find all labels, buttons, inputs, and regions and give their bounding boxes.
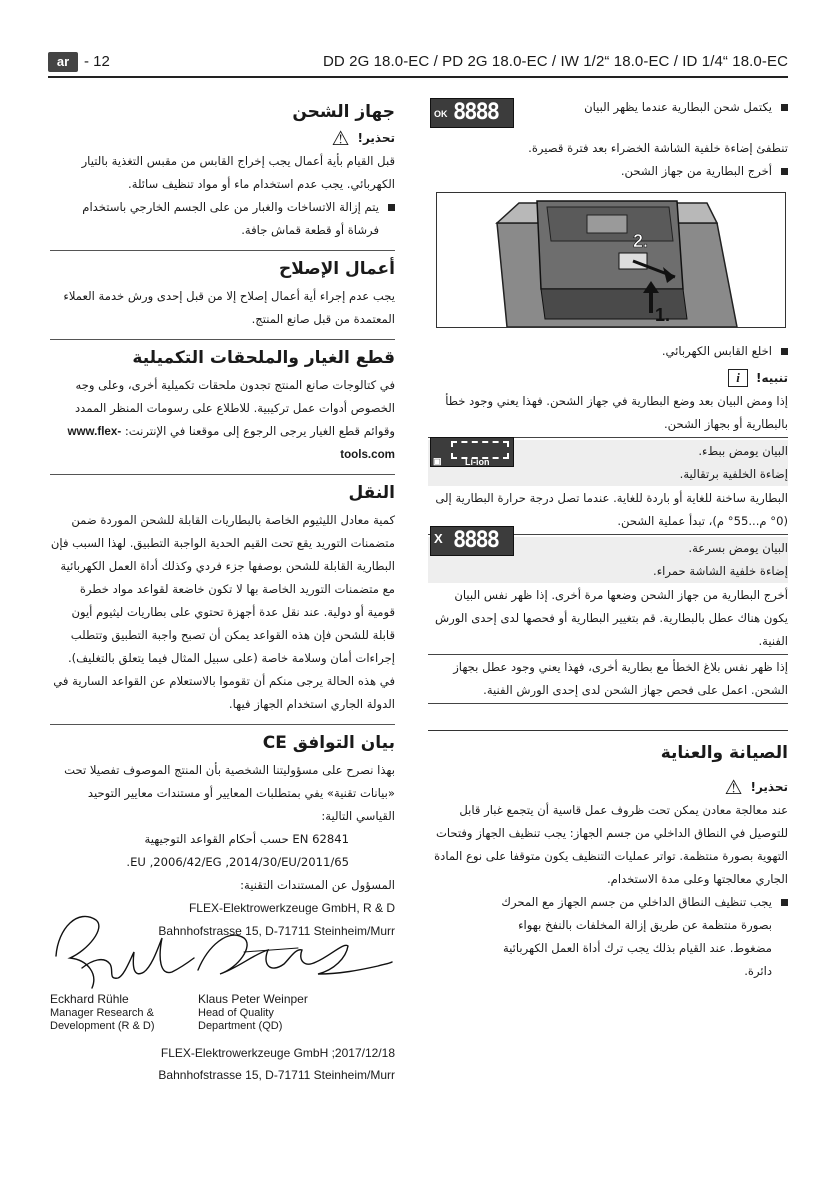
lcd-ok-display [430,98,514,128]
repeat-fault-text: إذا ظهر نفس بلاغ الخطأ مع بطارية أخرى، فهذا يعني وجود عطل بجهاز الشحن. اعمل على فحص جهاز الشحن لدى إحدى الورش الفنية. [428,655,788,704]
language-badge: ar [48,52,78,72]
signer1-role-line1: Manager Research & [50,1007,154,1019]
list-item: يتم إزالة الاتساخات والغبار من على الجسم الخارجي باستخدام فرشاة أو قطعة قماش جافة. [50,196,395,242]
transport-text: كمية معادل الليثيوم الخاصة بالبطاريات القابلة للشحن الموردة ضمن متضمنات التوريد يقع تحت القيم الحدية الواجبة التطبيق. لهذا السبب فإن البطارية القابلة للشحن بوصفها جزء فردي وكذلك أداة العمل الكهربائية مع متضمنات التوريد الخاصة بها لا تكون خاضعة لقواعد مواد خطرة قومية أو دولية. عند نقل عدة أجهزة تحتوي على بطاريات ليثيوم أيون قابلة للشحن فإن هذه القواعد يمكن أن تصبح واجبة التطبيق وتتطلب إجراءات أمان وسلامة خاصة (على سبيل المثال فيما يتعلق بالتغليف). في هذه الحالة يرجى منكم أن تقوموا بالاستعلام عن القواعد السارية في الدولة الجاري استخدام الجهاز فيها. [50,513,395,711]
repair-title: أعمال الإصلاح [50,250,395,279]
warning-label: تحذير! [357,131,395,145]
signer1-role [50,1007,155,1033]
ce-responsible: المسؤول عن المستندات التقنية: [240,878,395,892]
list-item: أخرج البطارية من جهاز الشحن. [428,160,788,183]
note-label: تنبيه! [756,371,788,385]
signature-ruehle [56,916,194,988]
list-item: اخلع القابس الكهربائي. [428,340,788,363]
orange-light-text: إضاءة الخلفية برتقالية. [679,467,788,481]
remove-steps [428,160,788,183]
signer2-role-line1: Head of Quality [198,1007,274,1019]
spares-body: في كتالوجات صانع المنتج تجدون ملحقات تكميلية أخرى، وعلى وجه الخصوص أدوات عمل تركيبية. للاطلاع على رسومات المنظر الممدد وقوائم قطع الغيار يرجى الرجوع إلى موقعنا في الإنترنت: [75,378,395,438]
backlight-off-text: تنطفئ إضاءة خلفية الشاشة الخضراء بعد فترة قصيرة. [528,141,788,155]
warning-triangle-icon: ⚠ [724,775,743,799]
charger-warning-heading [50,128,395,148]
list-item: يجب تنظيف النطاق الداخلي من جسم الجهاز مع المحرك بصورة منتظمة عن طريق إزالة المخلفات بالنفخ بهواء مضغوط. عند القيام بذلك يجب ترك أداة العمل الكهربائية دائرة. [488,891,788,983]
signature-graphic [48,898,398,990]
signer1-name: Eckhard Rühle [50,992,129,1006]
signature-area [48,898,398,990]
fault-text: أخرج البطارية من جهاز الشحن وضعها مرة أخرى. إذا ظهر نفس البيان يكون هناك عطل بالبطارية. قم بتغيير البطارية أو فحصها لدى إحدى الورش الفنية. [428,583,788,655]
note-heading [428,369,788,387]
spares-text [50,374,395,466]
warning-triangle-icon: ⚠ [331,126,350,150]
list-item: يكتمل شحن البطارية عندما يظهر البيان [518,96,788,119]
signer2-role-line2: Department (QD) [198,1020,283,1032]
signer2-role [198,1007,282,1033]
spares-title: قطع الغيار والملحقات التكميلية [50,339,395,368]
ce-directives: 2011/65/EU ,2006/42/EG ,2014/30/EU. [126,855,349,869]
model-list: DD 2G 18.0-EC / PD 2G 18.0-EC / IW 1/2“ 18.0-EC / ID 1/4“ 18.0-EC [323,53,788,70]
fast-blink-text: البيان يومض بسرعة. [688,541,788,555]
charger-bullets [50,196,395,242]
maintenance-warning-text: عند معالجة معادن يمكن تحت ظروف عمل قاسية أن يتجمع غبار قابل للتوصيل في النطاق الداخلي من جسم الجهاز: يجب تنظيف الجهاز وفتحات التهوية بصورة منتظمة. تواتر عمليات التنظيف يكون متوقفا على نوع المادة الجاري معالجتها وعلى مدة الاستخدام. [434,803,788,886]
spares-url[interactable]: www.flex-tools.com [67,425,395,461]
charger-battery-drawing [437,193,785,327]
maintenance-warning-heading [428,777,788,797]
lcd-ok-tag: OK [434,109,448,119]
ce-title: بيان التوافق CE [50,724,395,753]
company-rd: FLEX-Elektrowerkzeuge GmbH, R & D [188,901,395,915]
info-icon: i [728,369,748,387]
ce-standard: EN 62841 حسب أحكام القواعد التوجيهية [144,832,349,846]
temperature-text: البطارية ساخنة للغاية أو باردة للغاية. عندما تصل درجة حرارة البطارية إلى (0° م...55° م)، تبدأ عملية الشحن. [428,486,788,535]
lcd-fault-display [430,526,514,556]
charger-illustration [436,192,786,328]
company-date: FLEX-Elektrowerkzeuge GmbH ;2017/12/18 [160,1046,395,1060]
warning-label: تحذير! [750,780,788,794]
repair-text: يجب عدم إجراء أية أعمال إصلاح إلا من قبل إحدى ورش خدمة العملاء المعتمدة من قبل صانع المنتج. [63,289,395,326]
slow-blink-text: البيان يومض ببطء. [698,444,788,458]
signer2-name: Klaus Peter Weinper [198,992,308,1006]
lcd-liion-display [430,437,514,467]
lcd-fault-digits: 8888 [453,528,498,553]
lcd-battery-icon: ▣ [433,456,442,466]
signature-weinper [198,935,392,974]
lcd-liion-tag: Li-ion [465,457,490,467]
signer1-role-line2: Development (R & D) [50,1020,155,1032]
maintenance-bullets [428,891,788,983]
ce-text: بهذا نصرح على مسؤوليتنا الشخصية بأن المنتج الموصوف تفصيلا تحت «بيانات تقنية» يفي بمتطلبات المعايير أو مستندات معايير التوحيد القياسي التالية: [64,763,395,823]
note-text: إذا ومض البيان بعد وضع البطارية في جهاز الشحن. فهذا يعني وجود خطأ بالبطارية أو بجهاز الشحن. [428,389,788,438]
unplug-steps [428,340,788,363]
lcd-ok-digits: 8888 [453,100,498,125]
page-header [48,50,788,78]
company-address-footer: Bahnhofstrasse 15, D-71711 Steinheim/Murr [158,1068,395,1082]
maintenance-title: الصيانة والعناية [428,730,788,763]
step-2-label: 2. [633,231,649,251]
step-1-label: 1. [655,305,671,325]
red-light-text: إضاءة خلفية الشاشة حمراء. [653,564,788,578]
lcd-x-icon: X [434,531,443,546]
left-column [50,96,395,943]
transport-title: النقل [50,474,395,503]
charger-warning-text: قبل القيام بأية أعمال يجب إخراج القابس من مقبس التغذية بالتيار الكهربائي. يجب عدم استخدام ماء أو مواد تنظيف سائلة. [81,154,395,191]
company-address: Bahnhofstrasse 15, D-71711 Steinheim/Murr [158,924,395,938]
page-number: - 12 [84,53,110,70]
charger-title: جهاز الشحن [292,102,395,122]
